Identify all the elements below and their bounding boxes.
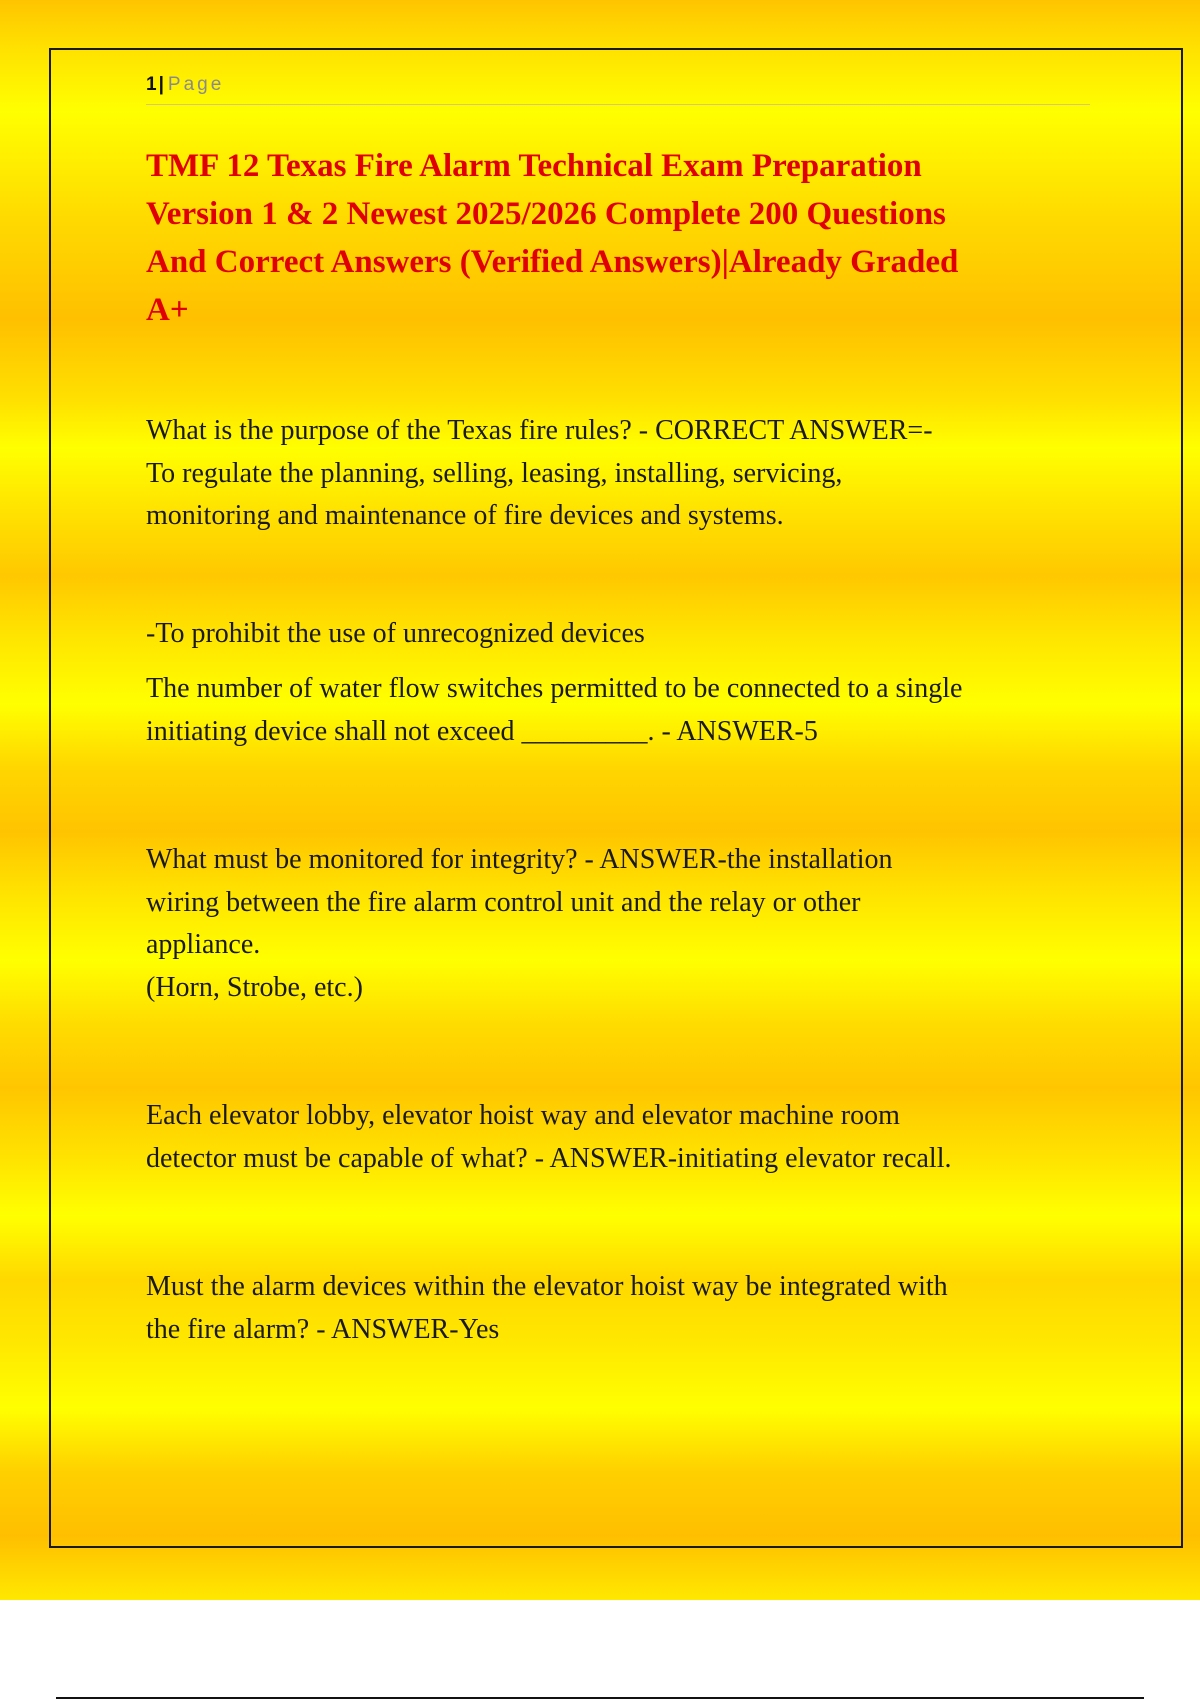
- qa-line: Must the alarm devices within the elevator hoist way be integrated with: [146, 1271, 948, 1302]
- qa-line: What is the purpose of the Texas fire rules? - CORRECT ANSWER=-: [146, 415, 933, 446]
- title-line: A+: [146, 292, 189, 328]
- qa-line: detector must be capable of what? - ANSWER-initiating elevator recall.: [146, 1142, 952, 1174]
- qa-item-integrity: [146, 839, 1096, 1009]
- title-line: Version 1 & 2 Newest 2025/2026 Complete 200 Questions: [146, 196, 946, 232]
- qa-line: (Horn, Strobe, etc.): [146, 971, 363, 1003]
- qa-item-prohibit: [146, 613, 1096, 656]
- document-title: [146, 142, 1066, 334]
- qa-content: [146, 410, 1096, 1351]
- qa-item-purpose: [146, 410, 1096, 538]
- qa-line: The number of water flow switches permitted to be connected to a single: [146, 673, 963, 704]
- qa-item-water-flow: [146, 668, 1096, 753]
- qa-line: -To prohibit the use of unrecognized devices: [146, 617, 645, 649]
- page-separator: |: [158, 74, 164, 95]
- qa-line: Each elevator lobby, elevator hoist way and elevator machine room: [146, 1100, 900, 1131]
- qa-item-hoist-way: [146, 1266, 1096, 1351]
- page-header: [146, 74, 1090, 105]
- qa-line: initiating device shall not exceed _________. - ANSWER-5: [146, 715, 818, 747]
- qa-line: appliance.: [146, 929, 261, 960]
- bottom-divider: [56, 1697, 1144, 1699]
- page-number: 1: [146, 74, 157, 95]
- qa-line: monitoring and maintenance of fire devices and systems.: [146, 500, 784, 531]
- qa-line: To regulate the planning, selling, leasing, installing, servicing,: [146, 457, 843, 489]
- qa-line: wiring between the fire alarm control unit and the relay or other: [146, 886, 861, 918]
- title-line: And Correct Answers (Verified Answers)|Already Graded: [146, 244, 959, 280]
- qa-line: What must be monitored for integrity? - ANSWER-the installation: [146, 844, 893, 875]
- qa-line: the fire alarm? - ANSWER-Yes: [146, 1313, 500, 1345]
- page-label: Page: [167, 74, 225, 95]
- title-line: TMF 12 Texas Fire Alarm Technical Exam Preparation: [146, 148, 922, 184]
- qa-item-elevator-recall: [146, 1095, 1096, 1180]
